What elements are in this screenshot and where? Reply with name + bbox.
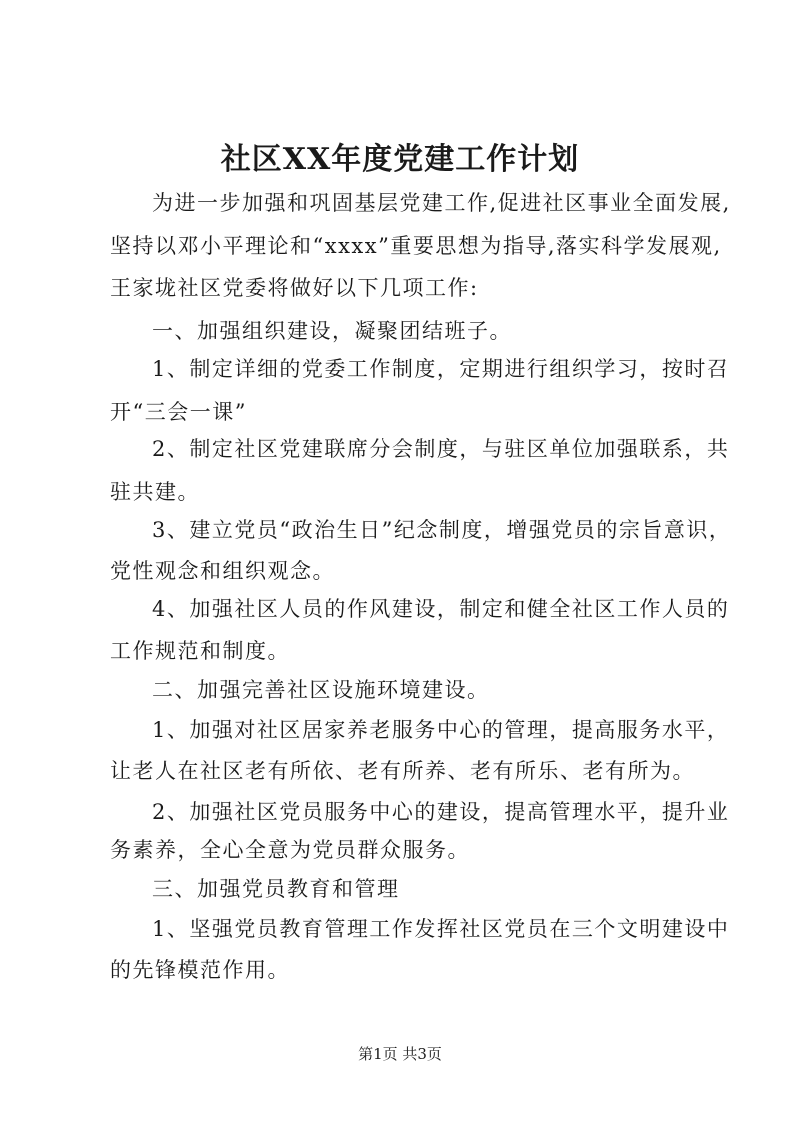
paragraph-line: 4、加强社区人员的作风建设，制定和健全社区工作人员的	[152, 597, 730, 621]
paragraph-line: 务素养，全心全意为党员群众服务。	[110, 838, 470, 862]
paragraph-line: 驻共建。	[110, 480, 200, 504]
paragraph-line: 2、制定社区党建联席分会制度，与驻区单位加强联系，共	[152, 437, 730, 461]
paragraph-line: 的先锋模范作用。	[110, 958, 290, 982]
paragraph-line: 王家垅社区党委将做好以下几项工作:	[110, 276, 479, 300]
paragraph-line: 1、制定详细的党委工作制度，定期进行组织学习，按时召	[152, 357, 730, 381]
section-heading: 三、加强党员教育和管理	[152, 877, 400, 901]
page-footer: 第1页 共3页	[358, 1045, 442, 1063]
document-title: 社区XX年度党建工作计划	[220, 142, 580, 177]
paragraph-line: 让老人在社区老有所依、老有所养、老有所乐、老有所为。	[110, 759, 695, 783]
paragraph-line: 为进一步加强和巩固基层党建工作,促进社区事业全面发展,	[152, 191, 731, 215]
paragraph-line: 开“三会一课”	[110, 400, 247, 424]
paragraph-line: 1、坚强党员教育管理工作发挥社区党员在三个文明建设中	[152, 917, 730, 941]
section-heading: 二、加强完善社区设施环境建设。	[152, 678, 490, 702]
paragraph-line: 2、加强社区党员服务中心的建设，提高管理水平，提升业	[152, 800, 730, 824]
paragraph-line: 1、加强对社区居家养老服务中心的管理，提高服务水平，	[152, 718, 730, 742]
paragraph-line: 党性观念和组织观念。	[110, 559, 335, 583]
paragraph-line: 3、建立党员“政治生日”纪念制度，增强党员的宗旨意识，	[152, 518, 732, 542]
paragraph-line: 坚持以邓小平理论和“xxxx”重要思想为指导,落实科学发展观,	[110, 234, 722, 258]
paragraph-line: 工作规范和制度。	[110, 639, 290, 663]
section-heading: 一、加强组织建设，凝聚团结班子。	[152, 319, 512, 343]
